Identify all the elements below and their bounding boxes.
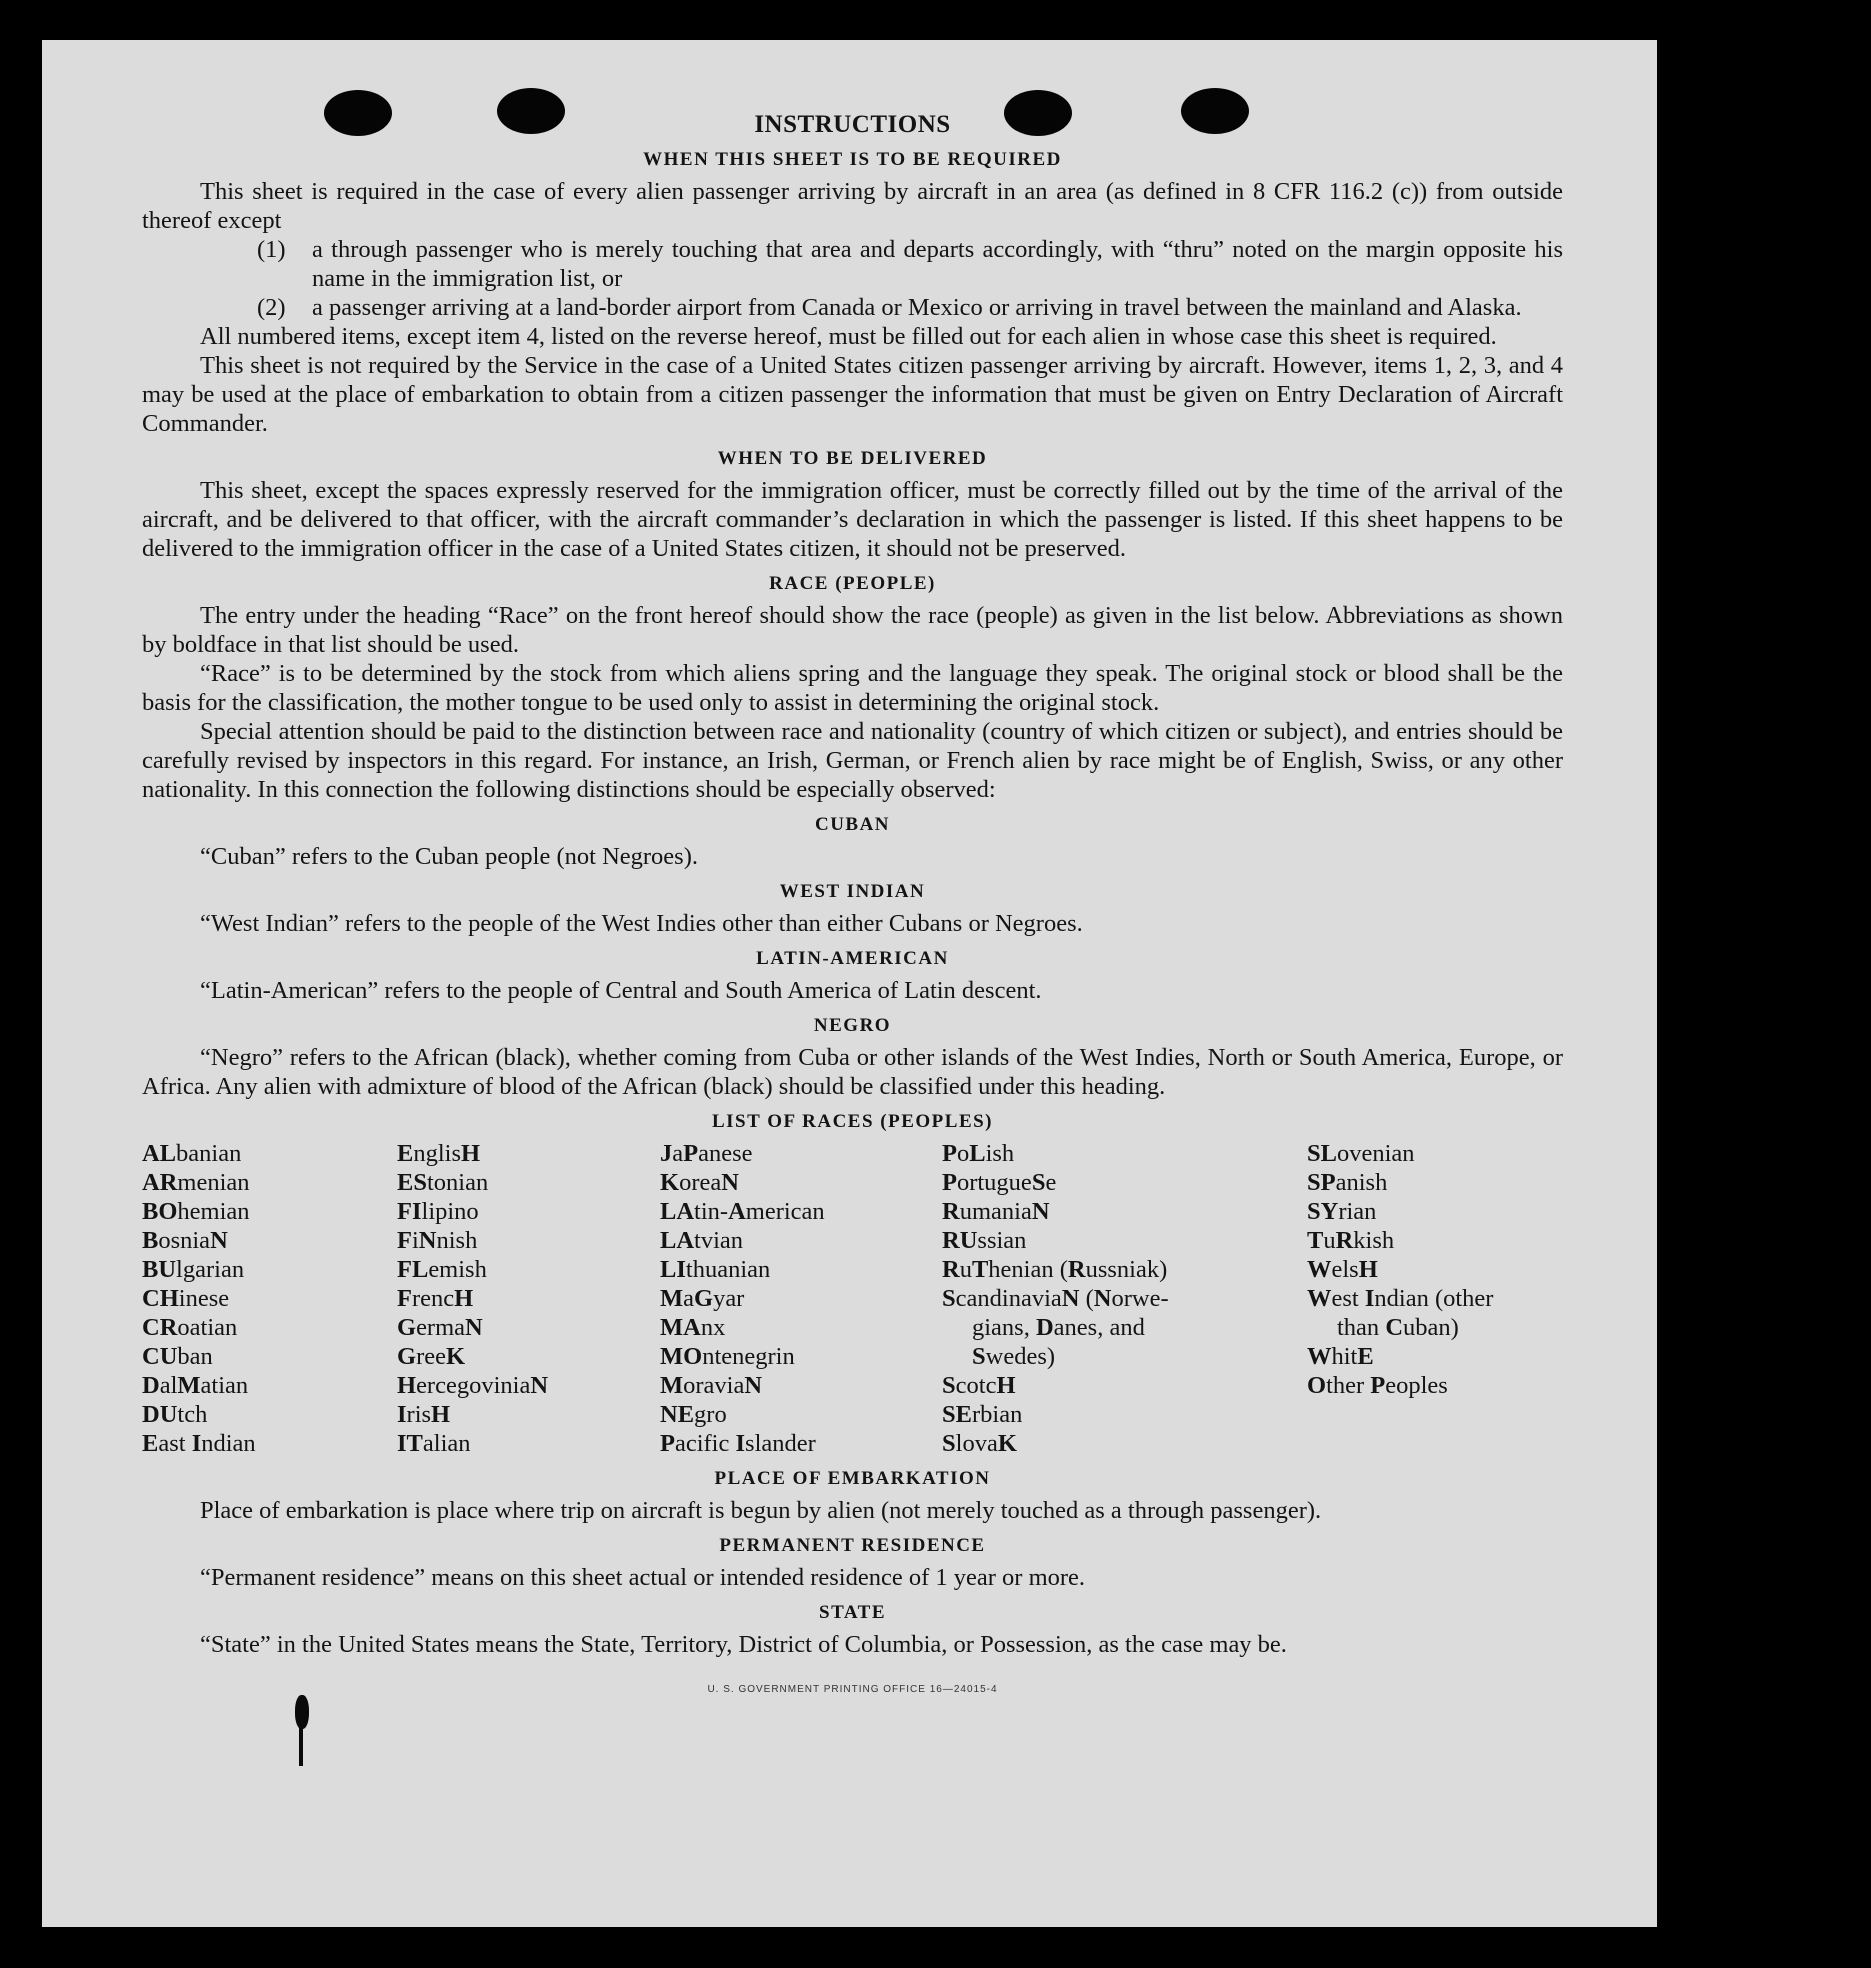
paragraph: “Permanent residence” means on this sheet actual or intended residence of 1 year or more. xyxy=(200,1564,1086,1591)
section-heading: PLACE OF EMBARKATION xyxy=(714,1468,991,1489)
race-entry: LIthuanian xyxy=(660,1256,771,1283)
race-entry: MAnx xyxy=(660,1314,726,1341)
race-entry: DalMatian xyxy=(142,1372,249,1399)
paragraph: The entry under the heading “Race” on the front hereof should show the race (people) as given in the list below. Abbreviations as shown by boldface in that list should be used. xyxy=(142,602,1563,658)
race-entry: ScotcH xyxy=(942,1372,1016,1399)
race-entry: BosniaN xyxy=(142,1227,228,1254)
race-entry: RuThenian (Russniak) xyxy=(942,1256,1168,1283)
document-body xyxy=(142,110,1563,1704)
item-number: (1) xyxy=(257,236,286,263)
race-entry: ITalian xyxy=(397,1430,471,1457)
paragraph: “Race” is to be determined by the stock from which aliens spring and the language they speak. The original stock or blood shall be the basis for the classification, the mother tongue to be used only to assist in determining the original stock. xyxy=(142,660,1563,716)
section-heading: WEST INDIAN xyxy=(779,881,926,902)
race-entry: WhitE xyxy=(1307,1343,1374,1370)
paragraph: This sheet is required in the case of every alien passenger arriving by aircraft in an area (as defined in 8 CFR 116.2 (c)) from outside thereof except xyxy=(142,178,1563,234)
race-column xyxy=(1307,1139,1563,1458)
race-entry: RUssian xyxy=(942,1227,1027,1254)
race-entry: EStonian xyxy=(397,1169,489,1196)
race-entry: than Cuban) xyxy=(1337,1314,1459,1341)
document-page xyxy=(42,40,1657,1927)
paragraph: Place of embarkation is place where trip on aircraft is begun by alien (not merely touched as a through passenger). xyxy=(200,1497,1322,1524)
paragraph: This sheet, except the spaces expressly reserved for the immigration officer, must be correctly filled out by the time of the arrival of the aircraft, and be delivered to that officer, with the aircraft commander’s declaration in which the passenger is listed. If this sheet happens to be delivered to the immigration officer in the case of a United States citizen, it should not be preserved. xyxy=(142,477,1563,562)
race-entry: CRoatian xyxy=(142,1314,238,1341)
race-entry: FIlipino xyxy=(397,1198,479,1225)
paragraph: “Negro” refers to the African (black), whether coming from Cuba or other islands of the West Indies, North or South America, Europe, or Africa. Any alien with admixture of blood of the African (black) should be classified under this heading. xyxy=(142,1044,1563,1100)
paragraph: Special attention should be paid to the distinction between race and nationality (country of which citizen or subject), and entries should be carefully revised by inspectors in this regard. For instance, an Irish, German, or French alien by race might be of English, Swiss, or any other nationality. In this connection the following distinctions should be especially observed: xyxy=(142,718,1563,803)
race-entry: MaGyar xyxy=(660,1285,745,1312)
race-entry: SLovenian xyxy=(1307,1140,1415,1167)
ink-streak xyxy=(299,1726,303,1766)
race-entry: SlovaK xyxy=(942,1430,1017,1457)
race-entry: BUlgarian xyxy=(142,1256,245,1283)
section-heading: WHEN TO BE DELIVERED xyxy=(717,448,988,469)
section-heading: RACE (PEOPLE) xyxy=(769,573,936,594)
section-heading: WHEN THIS SHEET IS TO BE REQUIRED xyxy=(643,149,1062,170)
section-heading: PERMANENT RESIDENCE xyxy=(719,1535,986,1556)
race-entry: DUtch xyxy=(142,1401,208,1428)
race-entry: LAtvian xyxy=(660,1227,744,1254)
race-entry: IrisH xyxy=(397,1401,451,1428)
race-list xyxy=(142,1139,1563,1458)
race-entry: FLemish xyxy=(397,1256,487,1283)
race-entry: Pacific Islander xyxy=(660,1430,816,1457)
race-entry: GreeK xyxy=(397,1343,466,1370)
item-text: a through passenger who is merely touching that area and departs accordingly, with “thru” noted on the margin opposite his name in the immigration list, or xyxy=(312,236,1563,292)
race-entry: BOhemian xyxy=(142,1198,250,1225)
race-entry: East Indian xyxy=(142,1430,256,1457)
race-entry: MoraviaN xyxy=(660,1372,763,1399)
race-entry: gians, Danes, and xyxy=(972,1314,1145,1341)
race-column xyxy=(942,1139,1307,1458)
race-entry: TuRkish xyxy=(1307,1227,1395,1254)
race-entry: FrencH xyxy=(397,1285,474,1312)
race-column xyxy=(397,1139,660,1458)
race-entry: CHinese xyxy=(142,1285,230,1312)
race-entry: ALbanian xyxy=(142,1140,242,1167)
race-entry: MOntenegrin xyxy=(660,1343,795,1370)
race-entry: West Indian (other xyxy=(1307,1285,1494,1312)
race-entry: RumaniaN xyxy=(942,1198,1050,1225)
race-entry: WelsH xyxy=(1307,1256,1378,1283)
item-text: a passenger arriving at a land-border airport from Canada or Mexico or arriving in travel between the mainland and Alaska. xyxy=(312,294,1522,321)
race-entry: PoLish xyxy=(942,1140,1015,1167)
paragraph: “West Indian” refers to the people of the West Indies other than either Cubans or Negroes. xyxy=(200,910,1083,937)
section-heading: NEGRO xyxy=(813,1015,892,1036)
race-entry: CUban xyxy=(142,1343,213,1370)
race-entry: JaPanese xyxy=(660,1140,753,1167)
section-heading: CUBAN xyxy=(814,814,891,835)
race-column xyxy=(142,1139,397,1458)
race-column xyxy=(660,1139,942,1458)
race-entry: Other Peoples xyxy=(1307,1372,1448,1399)
list-item xyxy=(142,293,1563,322)
paragraph: “State” in the United States means the State, Territory, District of Columbia, or Possession, as the case may be. xyxy=(200,1631,1287,1658)
printer-imprint: U. S. GOVERNMENT PRINTING OFFICE 16—24015-4 xyxy=(707,1684,998,1695)
item-number: (2) xyxy=(257,294,286,321)
race-entry: ARmenian xyxy=(142,1169,250,1196)
section-heading: LIST OF RACES (PEOPLES) xyxy=(711,1111,994,1132)
paragraph: All numbered items, except item 4, listed on the reverse hereof, must be filled out for each alien in whose case this sheet is required. xyxy=(200,323,1497,350)
section-heading: STATE xyxy=(819,1602,886,1623)
race-entry: PortugueSe xyxy=(942,1169,1057,1196)
paragraph: This sheet is not required by the Service in the case of a United States citizen passenger arriving by aircraft. However, items 1, 2, 3, and 4 may be used at the place of embarkation to obtain from a citizen passenger the information that must be given on Entry Declaration of Aircraft Commander. xyxy=(142,352,1563,437)
race-entry: SYrian xyxy=(1307,1198,1377,1225)
race-entry: SPanish xyxy=(1307,1169,1388,1196)
ink-blot xyxy=(295,1695,309,1729)
list-item xyxy=(142,235,1563,293)
section-heading: LATIN-AMERICAN xyxy=(756,948,949,969)
paragraph: “Cuban” refers to the Cuban people (not Negroes). xyxy=(200,843,698,870)
race-entry: Swedes) xyxy=(972,1343,1056,1370)
race-entry: GermaN xyxy=(397,1314,483,1341)
race-entry: KoreaN xyxy=(660,1169,739,1196)
paragraph: “Latin-American” refers to the people of Central and South America of Latin descent. xyxy=(200,977,1042,1004)
race-entry: EnglisH xyxy=(397,1140,481,1167)
race-entry: NEgro xyxy=(660,1401,727,1428)
race-entry: HercegoviniaN xyxy=(397,1372,549,1399)
race-entry: ScandinaviaN (Norwe- xyxy=(942,1285,1169,1312)
race-entry: FiNnish xyxy=(397,1227,478,1254)
page-title: INSTRUCTIONS xyxy=(754,111,951,138)
race-entry: LAtin-American xyxy=(660,1198,825,1225)
race-entry: SErbian xyxy=(942,1401,1023,1428)
